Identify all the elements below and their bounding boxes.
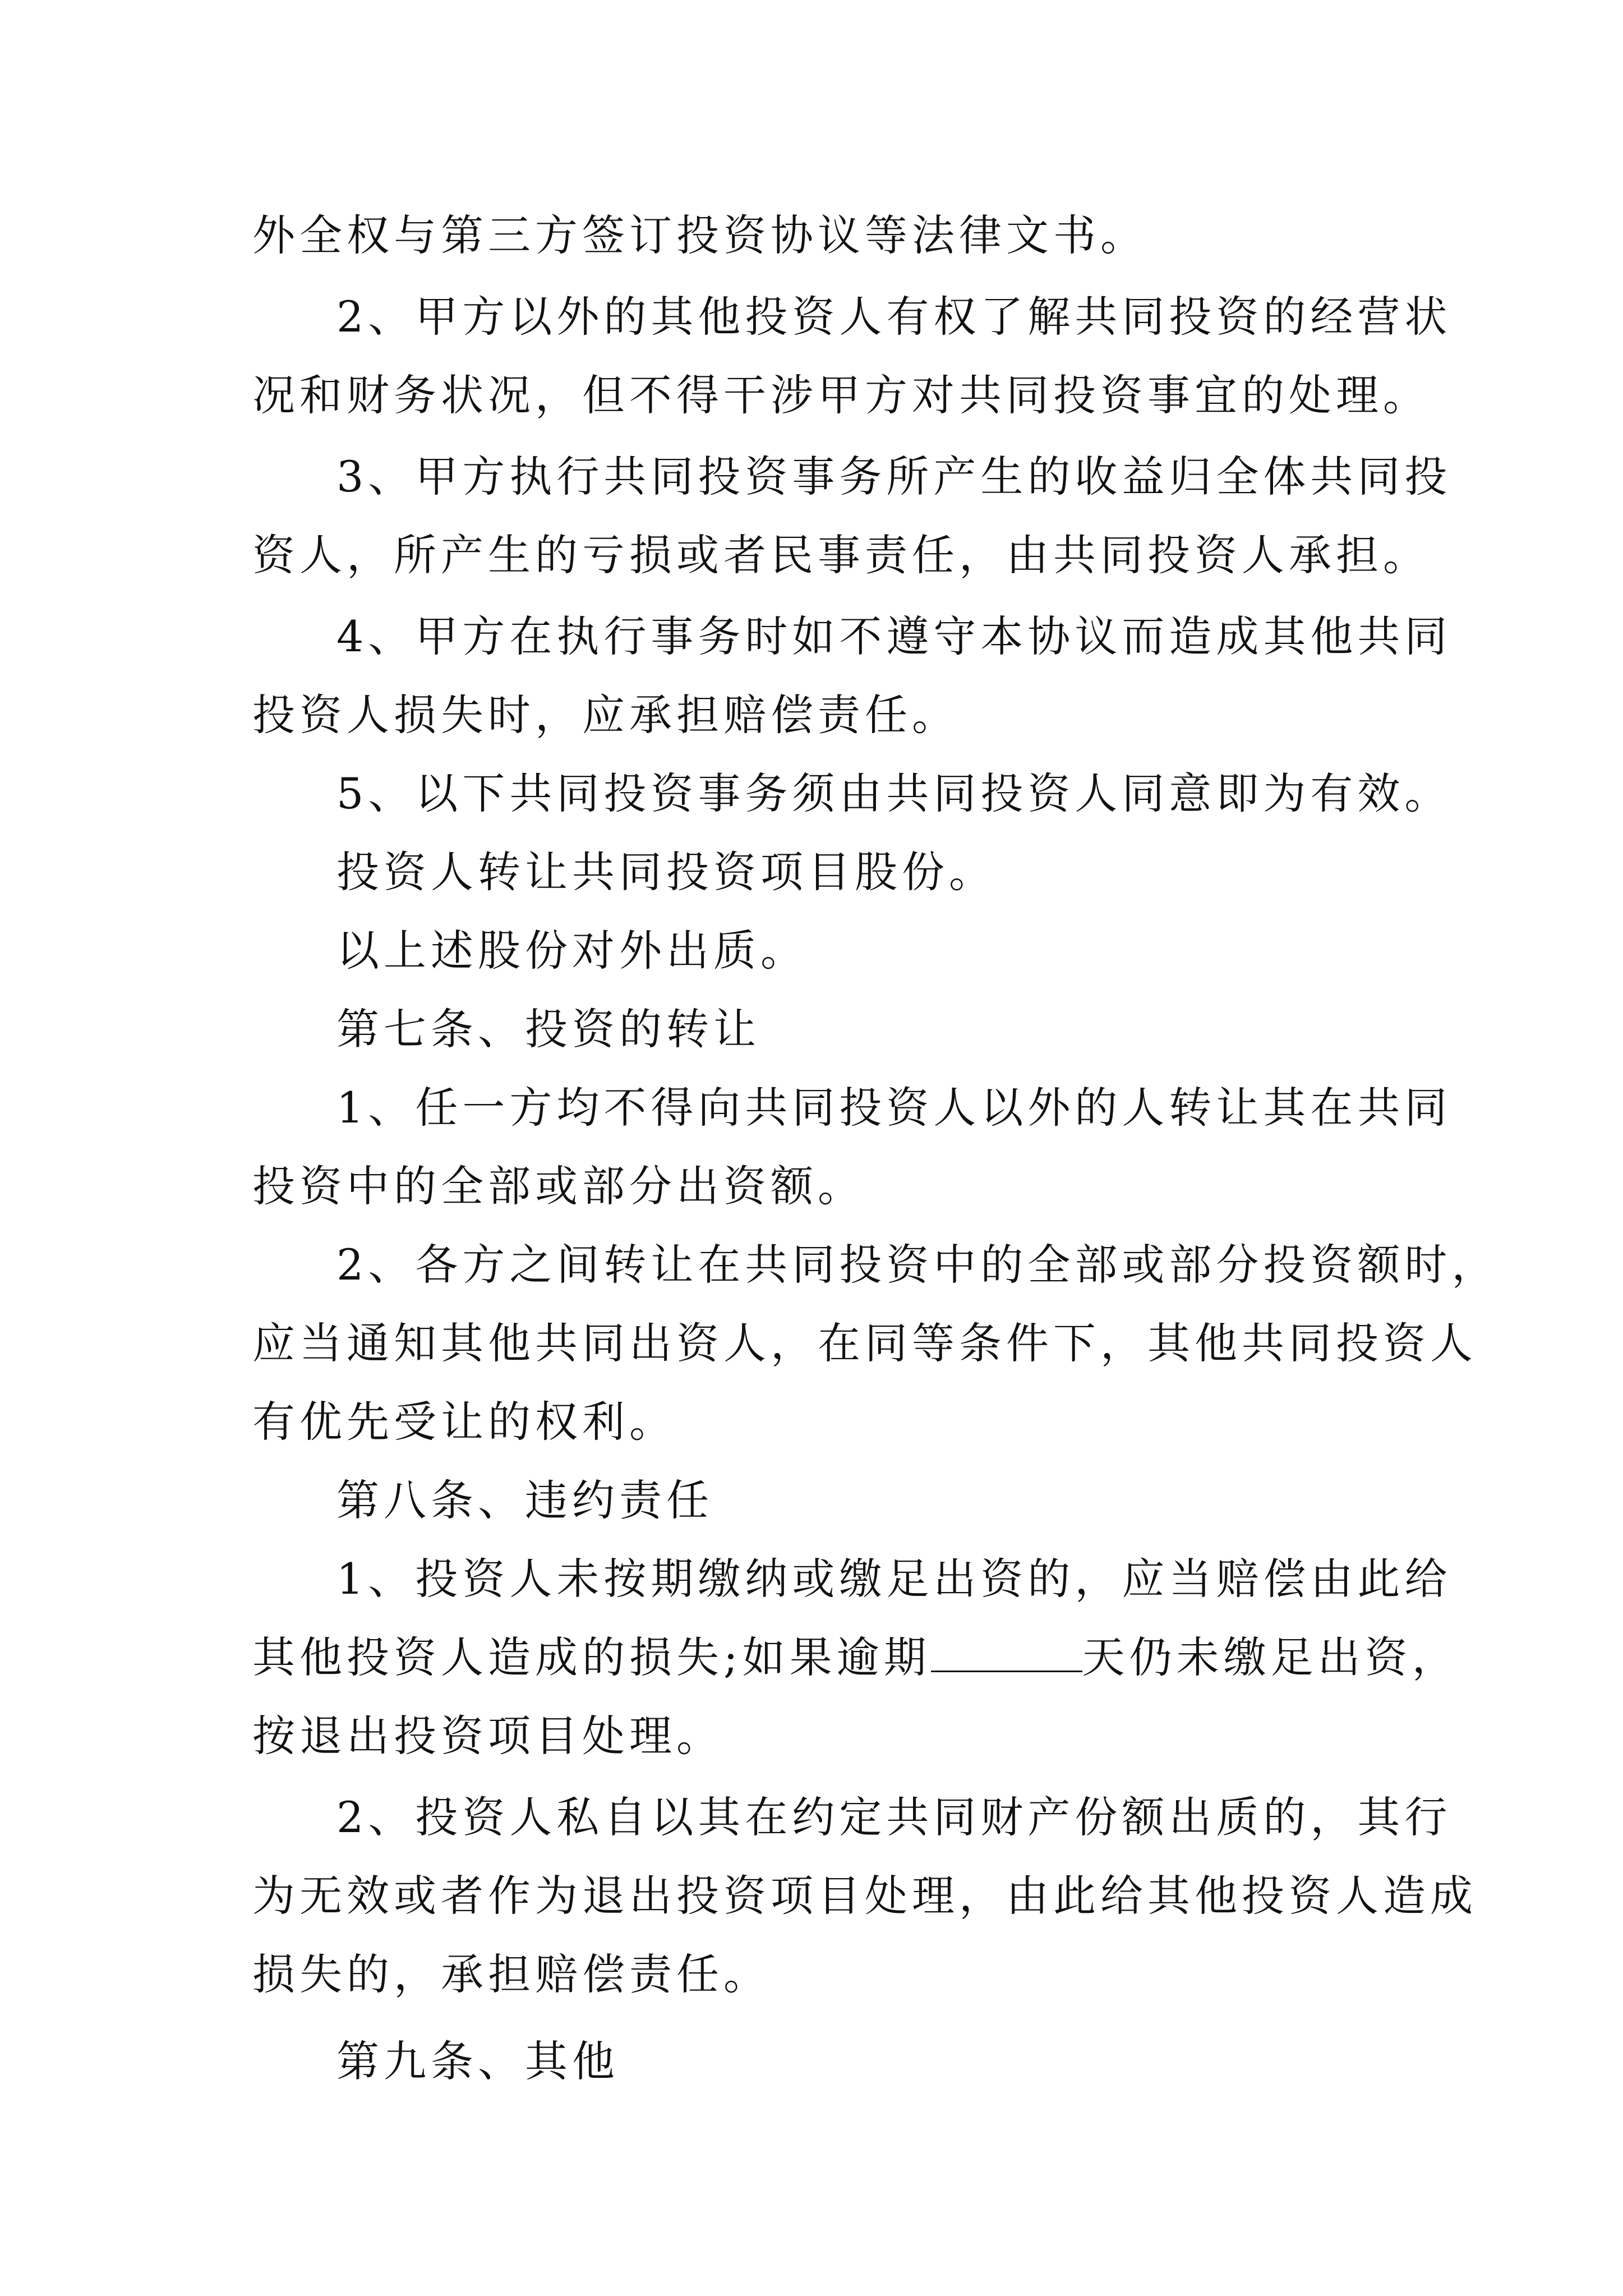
text-line: 2、各方之间转让在共同投资中的全部或部分投资额时，: [336, 1240, 1499, 1290]
text-line: 3、甲方执行共同投资事务所产生的收益归全体共同投: [336, 452, 1452, 501]
section-heading: 第八条、违约责任: [336, 1475, 713, 1525]
text-line: 2、投资人私自以其在约定共同财产份额出质的，其行: [336, 1792, 1452, 1842]
text-line: 况和财务状况，但不得干涉甲方对共同投资事宜的处理。: [252, 370, 1430, 420]
text-line: 投资人损失时，应承担赔偿责任。: [252, 690, 959, 740]
text-segment: 天仍未缴足出资，: [1082, 1632, 1459, 1682]
text-segment: 其他投资人造成的损失;如果逾期: [252, 1632, 931, 1682]
section-heading: 第九条、其他: [336, 2036, 619, 2086]
fill-in-blank: [931, 1637, 1082, 1672]
text-line: 有优先受让的权利。: [252, 1397, 676, 1447]
text-line: 资人，所产生的亏损或者民事责任，由共同投资人承担。: [252, 530, 1430, 580]
text-line: 2、甲方以外的其他投资人有权了解共同投资的经营状: [336, 292, 1452, 342]
text-line: 1、任一方均不得向共同投资人以外的人转让其在共同: [336, 1083, 1452, 1133]
text-line: 损失的，承担赔偿责任。: [252, 1949, 771, 1999]
text-line: 为无效或者作为退出投资项目处理，由此给其他投资人造成: [252, 1871, 1477, 1921]
text-line: 投资中的全部或部分出资额。: [252, 1161, 865, 1211]
text-line: 投资人转让共同投资项目股份。: [336, 847, 996, 897]
text-line: 1、投资人未按期缴纳或缴足出资的，应当赔偿由此给: [336, 1554, 1452, 1604]
text-line: 应当通知其他共同出资人，在同等条件下，其他共同投资人: [252, 1318, 1477, 1368]
text-line: 按退出投资项目处理。: [252, 1711, 723, 1761]
text-line: 外全权与第三方签订投资协议等法律文书。: [252, 210, 1147, 260]
text-line: 4、甲方在执行事务时如不遵守本协议而造成其他共同: [336, 611, 1452, 661]
text-line: 5、以下共同投资事务须由共同投资人同意即为有效。: [336, 769, 1452, 818]
section-heading: 第七条、投资的转让: [336, 1004, 760, 1054]
text-line-with-blank: [252, 1630, 1459, 1686]
text-line: 以上述股份对外出质。: [336, 926, 808, 976]
